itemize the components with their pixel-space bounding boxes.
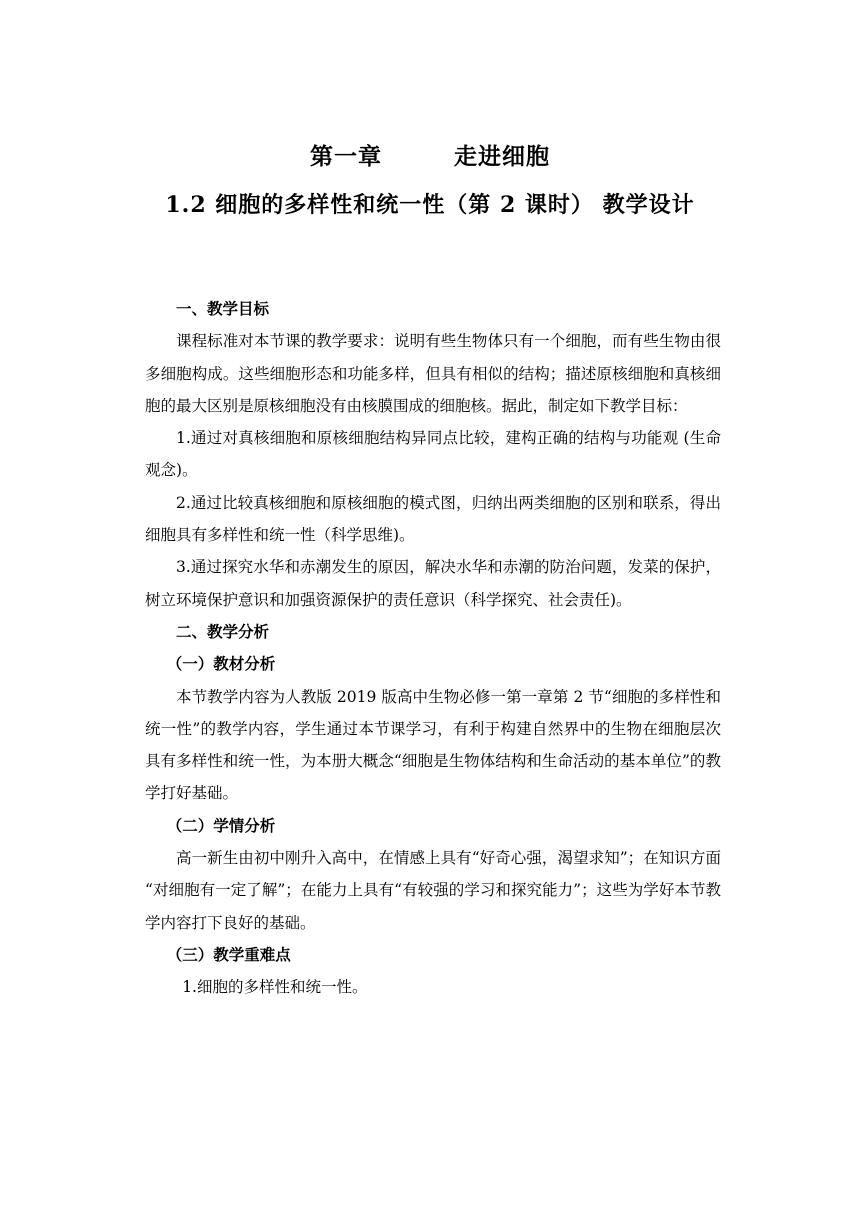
subheading-student-analysis: （二）学情分析 [166,815,276,835]
section-heading-objectives: 一、教学目标 [176,299,270,318]
objective-item-1: 1.通过对真核细胞和原核细胞结构异同点比较，建构正确的结构与功能观 (生命观念)。 [145,429,721,480]
chapter-name: 走进细胞 [454,143,550,170]
student-analysis-text: 高一新生由初中刚升入高中，在情感上具有“好奇心强，渴望求知”；在知识方面 “对细胞有一定了解”；在能力上具有“有较强的学习和探究能力”；这些为学好本节教学内容打下良好的基础。 [145,849,721,932]
subheading-textbook-analysis: （一）教材分析 [166,654,276,674]
subheading-key-points: （三）教学重难点 [166,944,291,964]
key-point-item-1: 1.细胞的多样性和统一性。 [182,978,368,997]
chapter-title [0,138,860,171]
objective-item-3: 3.通过探究水华和赤潮发生的原因，解决水华和赤潮的防治问题，发菜的保护，树立环境保护意识和加强资源保护的责任意识（科学探究、社会责任)。 [145,558,721,609]
document-title: 1.2 细胞的多样性和统一性（第 2 课时） 教学设计 [165,192,695,218]
textbook-analysis-text: 本节教学内容为人教版 2019 版高中生物必修一第一章第 2 节“细胞的多样性和统一性”的教学内容，学生通过本节课学习，有利于构建自然界中的生物在细胞层次具有多样性和统一性，为本册大概念“细胞是生物体结构和生命活动的基本单位”的教学打好基础。 [145,687,721,803]
section-heading-analysis: 二、教学分析 [176,621,270,641]
chapter-label: 第一章 [310,143,382,170]
document-body [145,293,721,1004]
objectives-intro: 课程标准对本节课的教学要求：说明有些生物体只有一个细胞，而有些生物由很多细胞构成。这些细胞形态和功能多样，但具有相似的结构；描述原核细胞和真核细胞的最大区别是原核细胞没有由核膜围成的细胞核。据此，制定如下教学目标： [145,332,721,415]
objective-item-2: 2.通过比较真核细胞和原核细胞的模式图，归纳出两类细胞的区别和联系，得出细胞具有多样性和统一性（科学思维)。 [145,493,721,545]
